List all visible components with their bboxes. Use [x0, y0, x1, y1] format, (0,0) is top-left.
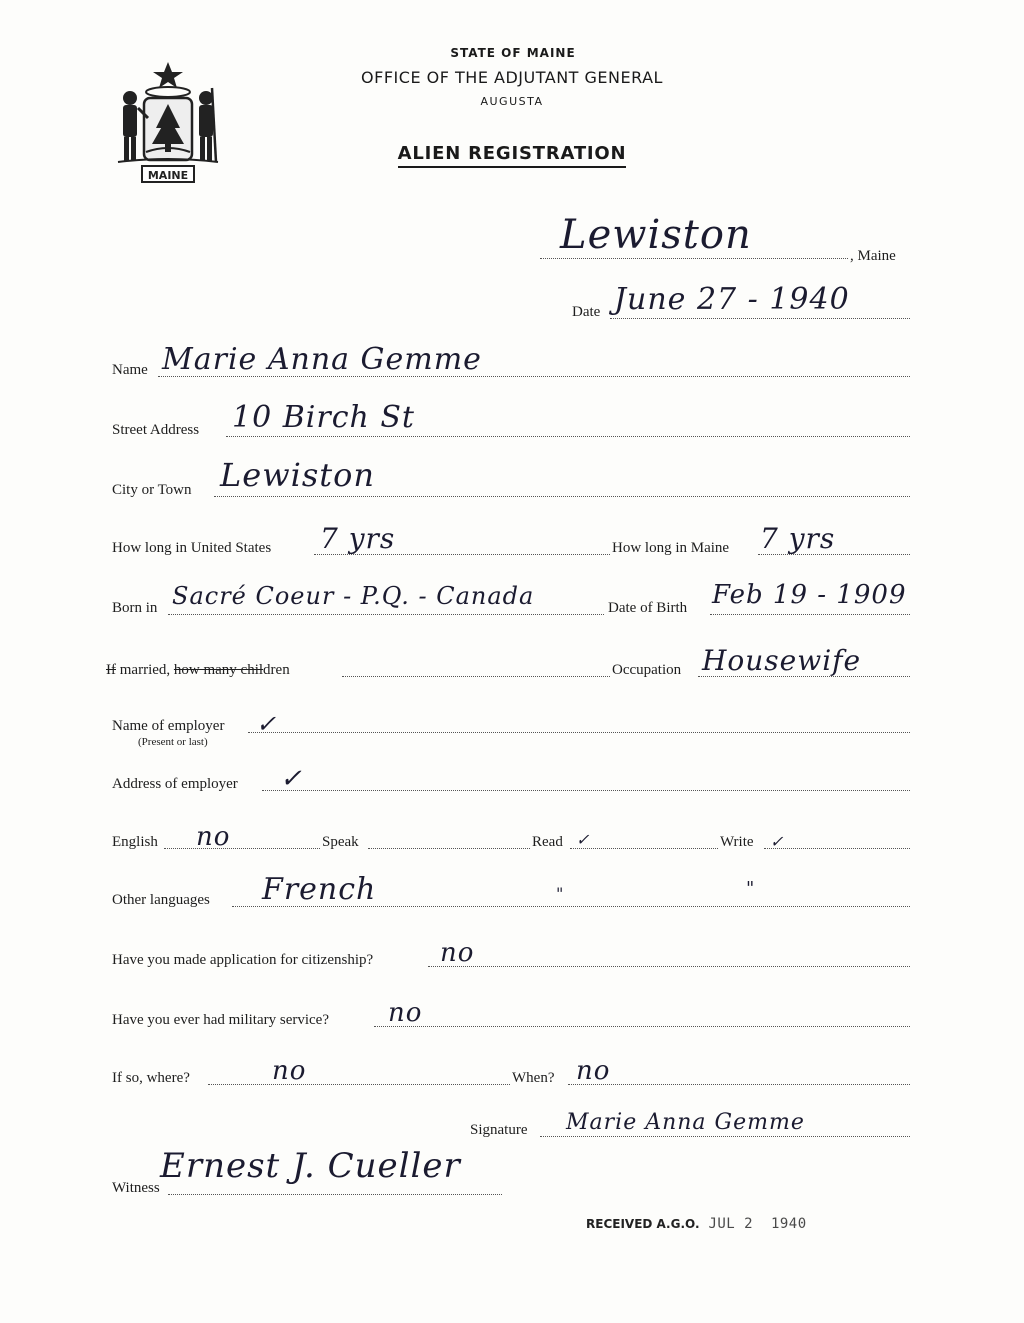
- when-line: [568, 1084, 910, 1085]
- english-value: no: [196, 822, 231, 852]
- employer-name-label: Name of employer: [112, 718, 225, 734]
- employer-name-line: [248, 732, 910, 733]
- date-value: June 27 - 1940: [614, 282, 850, 317]
- how-long-us-value: 7 yrs: [320, 522, 396, 555]
- employer-name-value: ✓: [256, 710, 278, 738]
- how-long-maine-label: How long in Maine: [612, 540, 730, 556]
- how-many-struck: how many chil: [173, 662, 264, 678]
- employer-address-line: [262, 790, 910, 791]
- read-line: [570, 848, 718, 849]
- citizenship-label: Have you made application for citizenship?: [112, 952, 374, 968]
- read-value: ✓: [576, 830, 591, 849]
- date-of-birth-line: [710, 614, 910, 615]
- english-label: English: [112, 834, 158, 850]
- city-town-value: Lewiston: [220, 456, 375, 494]
- married-text: married,: [116, 662, 174, 678]
- witness-line: [168, 1194, 502, 1195]
- city-town-label: City or Town: [112, 482, 192, 498]
- present-or-last-label: (Present or last): [138, 736, 208, 748]
- date-of-birth-label: Date of Birth: [608, 600, 688, 616]
- other-languages-ditto-2: ": [746, 878, 756, 899]
- form-title-text: ALIEN REGISTRATION: [398, 143, 627, 168]
- received-stamp: [586, 1216, 807, 1232]
- occupation-value: Housewife: [702, 644, 862, 677]
- date-line: [610, 318, 910, 319]
- witness-label: Witness: [112, 1180, 160, 1196]
- if-so-where-label: If so, where?: [112, 1070, 190, 1086]
- other-languages-ditto-1: ": [556, 884, 565, 903]
- header-state: STATE OF MAINE: [450, 46, 576, 60]
- citizenship-value: no: [440, 938, 475, 968]
- town-value: Lewiston: [560, 212, 752, 258]
- english-line: [164, 848, 320, 849]
- employer-address-label: Address of employer: [112, 776, 238, 792]
- form-title: [0, 143, 1024, 164]
- seal-banner: MAINE: [147, 169, 189, 182]
- citizenship-line: [428, 966, 910, 967]
- street-address-value: 10 Birch St: [232, 400, 415, 435]
- military-label: Have you ever had military service?: [112, 1012, 329, 1028]
- other-languages-label: Other languages: [112, 892, 210, 908]
- how-long-us-label: How long in United States: [112, 540, 272, 556]
- write-label: Write: [720, 834, 754, 850]
- street-address-label: Street Address: [112, 422, 200, 438]
- header-city: AUGUSTA: [480, 95, 544, 108]
- when-label: When?: [512, 1070, 555, 1086]
- signature-label: Signature: [470, 1122, 528, 1138]
- write-line: [764, 848, 910, 849]
- born-in-label: Born in: [112, 600, 158, 616]
- children-tail: dren: [263, 662, 290, 678]
- name-value: Marie Anna Gemme: [162, 342, 482, 377]
- military-line: [374, 1026, 910, 1027]
- city-town-line: [214, 496, 910, 497]
- speak-line: [368, 848, 530, 849]
- header-office: OFFICE OF THE ADJUTANT GENERAL: [361, 68, 663, 87]
- name-label: Name: [112, 362, 148, 378]
- married-children-label: [106, 662, 290, 679]
- occupation-label: Occupation: [612, 662, 682, 678]
- witness-value: Ernest J. Cueller: [160, 1146, 461, 1186]
- military-value: no: [388, 998, 423, 1028]
- how-long-maine-value: 7 yrs: [760, 522, 836, 555]
- street-address-line: [226, 436, 910, 437]
- signature-line: [540, 1136, 910, 1137]
- married-children-line: [342, 676, 610, 677]
- stamp-date-text: JUL 2 1940: [708, 1216, 807, 1232]
- speak-label: Speak: [322, 834, 359, 850]
- when-value: no: [576, 1056, 611, 1086]
- if-so-where-value: no: [272, 1056, 307, 1086]
- date-label: Date: [572, 304, 601, 320]
- stamp-received-text: RECEIVED A.G.O.: [586, 1217, 700, 1231]
- if-so-where-line: [208, 1084, 510, 1085]
- employer-address-value: ✓: [280, 764, 303, 794]
- born-in-value: Sacré Coeur - P.Q. - Canada: [172, 582, 535, 610]
- born-in-line: [168, 614, 604, 615]
- read-label: Read: [532, 834, 563, 850]
- maine-label: , Maine: [850, 248, 896, 264]
- town-line: [540, 258, 848, 259]
- write-value: ✓: [770, 832, 785, 851]
- other-languages-value: French: [262, 872, 377, 907]
- signature-value: Marie Anna Gemme: [566, 1110, 805, 1135]
- date-of-birth-value: Feb 19 - 1909: [712, 580, 907, 610]
- if-struck: If: [106, 662, 116, 678]
